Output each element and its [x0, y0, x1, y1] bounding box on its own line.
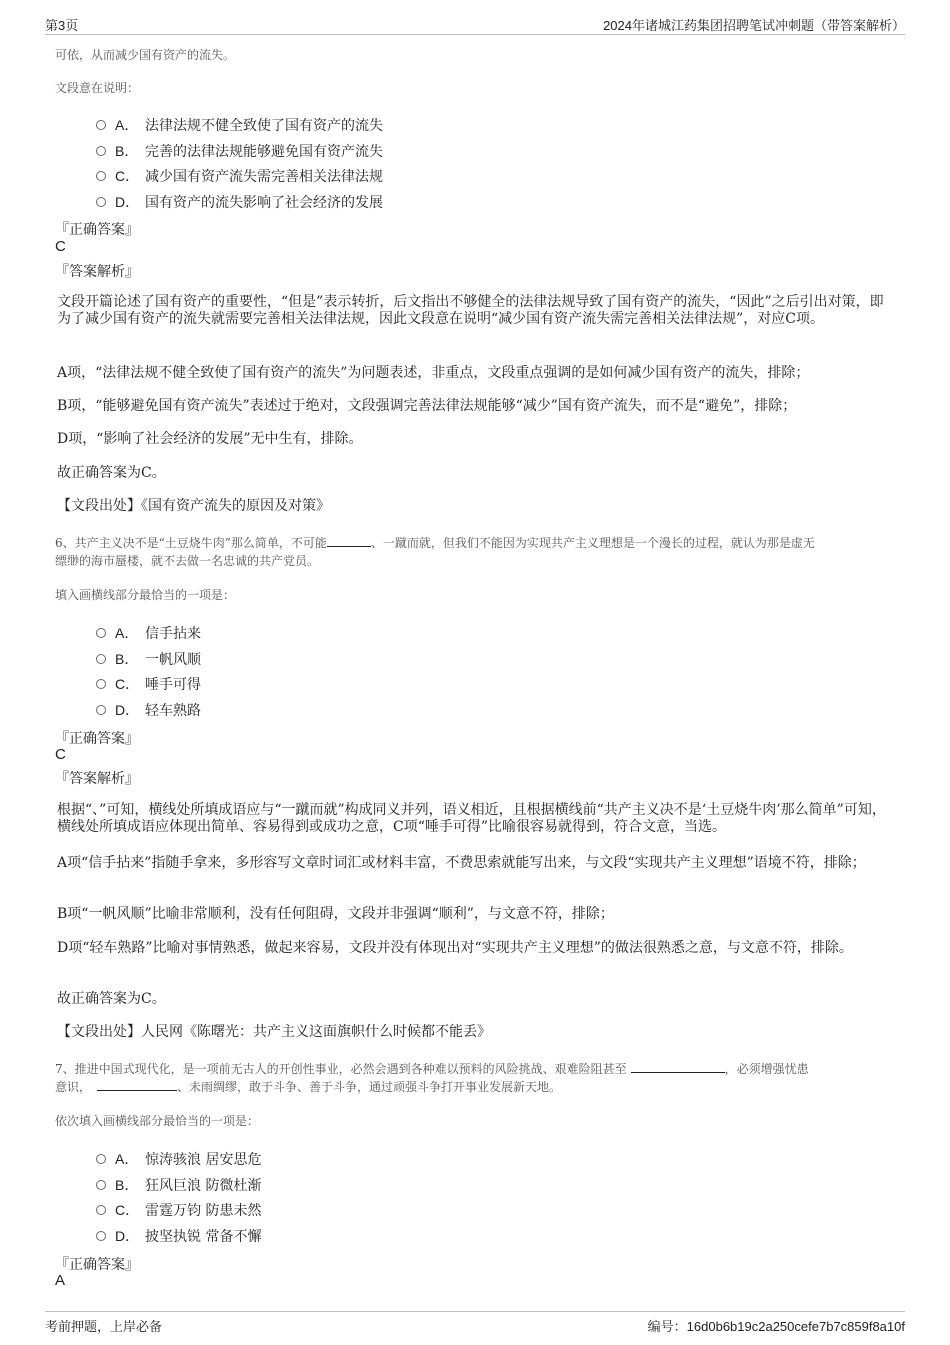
q6-analysis-paragraph: A项“信手拈来”指随手拿来，多形容写文章时词汇或材料丰富，不费思索就能写出来，与文段“实现共产主义理想”语境不符，排除；	[57, 855, 866, 871]
q5-analysis-paragraph: B项，“能够避免国有资产流失”表述过于绝对，文段强调完善法律法规能够“减少”国有资产流失，而不是“避免”，排除；	[57, 398, 797, 414]
q7-option-c[interactable]: C． 雷霆万钧 防患未然	[96, 1200, 261, 1218]
q5-analysis-paragraph: D项，“影响了社会经济的发展”无中生有，排除。	[57, 431, 363, 447]
radio-icon[interactable]	[96, 1231, 106, 1241]
q5-option-c[interactable]: C． 减少国有资产流失需完善相关法律法规	[96, 166, 383, 184]
q6-option-a[interactable]: A． 信手拈来	[96, 623, 201, 641]
q5-analysis-paragraph: 文段开篇论述了国有资产的重要性，“但是”表示转折，后文指出不够健全的法律法规导致了国有资产的流失，“因此”之后引出对策，即为了减少国有资产的流失就需要完善相关法律法规，因此文段意在说明“减少国有资产流失需完善相关法律法规”，对应C项。	[57, 294, 884, 327]
q7-option-b[interactable]: B． 狂风巨浪 防微杜渐	[96, 1175, 261, 1193]
q5-stem-continuation: 可依，从而减少国有资产的流失。	[55, 48, 236, 62]
q6-analysis-paragraph: 根据“、”可知，横线处所填成语应与“一蹴而就”构成同义并列，语义相近，且根据横线前“共产主义决不是‘土豆烧牛肉’那么简单”可知，横线处所填成语应体现出简单、容易得到或成功之意，C项“唾手可得”比喻很容易就得到，符合文意，当选。	[57, 802, 886, 835]
q5-answer-label: 『正确答案』	[55, 222, 139, 238]
radio-icon[interactable]	[96, 146, 106, 156]
fill-blank	[97, 1078, 177, 1091]
q5-analysis-paragraph: 故正确答案为C。	[57, 465, 166, 481]
radio-icon[interactable]	[96, 1154, 106, 1164]
page-number: 第3页	[45, 18, 79, 33]
fill-blank	[631, 1060, 725, 1073]
q7-stem: 7、推进中国式现代化，是一项前无古人的开创性事业，必然会遇到各种难以预料的风险挑战、艰难险阻甚至 ，必须增强忧患 意识， 、未雨绸缪，敢于斗争、善于斗争，通过顽强斗争打开事业发展新天地。	[55, 1062, 809, 1094]
q5-option-b[interactable]: B． 完善的法律法规能够避免国有资产流失	[96, 141, 383, 159]
footer-slogan: 考前押题，上岸必备	[45, 1319, 163, 1334]
q6-prompt: 填入画横线部分最恰当的一项是：	[55, 588, 236, 602]
document-id: 编号：16d0b6b19c2a250cefe7b7c859f8a10f	[647, 1319, 905, 1334]
radio-icon[interactable]	[96, 705, 106, 715]
q5-source: 【文段出处】《国有资产流失的原因及对策》	[57, 498, 330, 514]
q5-analysis-paragraph: A项，“法律法规不健全致使了国有资产的流失”为问题表述，非重点，文段重点强调的是如何减少国有资产的流失，排除；	[57, 365, 810, 381]
q6-option-c[interactable]: C． 唾手可得	[96, 674, 201, 692]
q7-answer: A	[55, 1272, 66, 1289]
fill-blank	[327, 534, 371, 547]
radio-icon[interactable]	[96, 679, 106, 689]
radio-icon[interactable]	[96, 171, 106, 181]
q5-option-a[interactable]: A． 法律法规不健全致使了国有资产的流失	[96, 115, 383, 133]
q5-analysis-label: 『答案解析』	[55, 264, 139, 280]
radio-icon[interactable]	[96, 120, 106, 130]
q7-option-d[interactable]: D． 披坚执锐 常备不懈	[96, 1226, 261, 1244]
q6-answer: C	[55, 746, 66, 763]
radio-icon[interactable]	[96, 1180, 106, 1190]
q6-analysis-paragraph: 故正确答案为C。	[57, 991, 166, 1007]
q5-option-d[interactable]: D． 国有资产的流失影响了社会经济的发展	[96, 192, 383, 210]
document-title: 2024年诸城江药集团招聘笔试冲刺题（带答案解析）	[603, 18, 905, 33]
q6-answer-label: 『正确答案』	[55, 731, 139, 747]
page-header	[45, 14, 905, 35]
q7-answer-label: 『正确答案』	[55, 1257, 139, 1273]
radio-icon[interactable]	[96, 1205, 106, 1215]
radio-icon[interactable]	[96, 197, 106, 207]
q5-answer: C	[55, 238, 66, 255]
radio-icon[interactable]	[96, 654, 106, 664]
q6-analysis-paragraph: B项“一帆风顺”比喻非常顺利，没有任何阻碍，文段并非强调“顺利”，与文意不符，排除；	[57, 906, 614, 922]
q7-prompt: 依次填入画横线部分最恰当的一项是：	[55, 1114, 260, 1128]
q6-option-d[interactable]: D． 轻车熟路	[96, 700, 201, 718]
q7-option-a[interactable]: A． 惊涛骇浪 居安思危	[96, 1149, 261, 1167]
page-footer	[45, 1311, 905, 1336]
q5-prompt: 文段意在说明：	[55, 81, 140, 95]
q6-analysis-label: 『答案解析』	[55, 771, 139, 787]
q6-source: 【文段出处】人民网《陈曙光：共产主义这面旗帜什么时候都不能丢》	[57, 1024, 491, 1040]
q6-stem: 6、共产主义决不是“土豆烧牛肉”那么简单，不可能 、一蹴而就，但我们不能因为实现共产主义理想是一个漫长的过程，就认为那是虚无 缥缈的海市蜃楼，就不去做一名忠诚的共产党员。	[55, 536, 815, 568]
q6-option-b[interactable]: B． 一帆风顺	[96, 649, 201, 667]
radio-icon[interactable]	[96, 628, 106, 638]
q6-analysis-paragraph: D项“轻车熟路”比喻对事情熟悉，做起来容易，文段并没有体现出对“实现共产主义理想”的做法很熟悉之意，与文意不符，排除。	[57, 940, 853, 956]
